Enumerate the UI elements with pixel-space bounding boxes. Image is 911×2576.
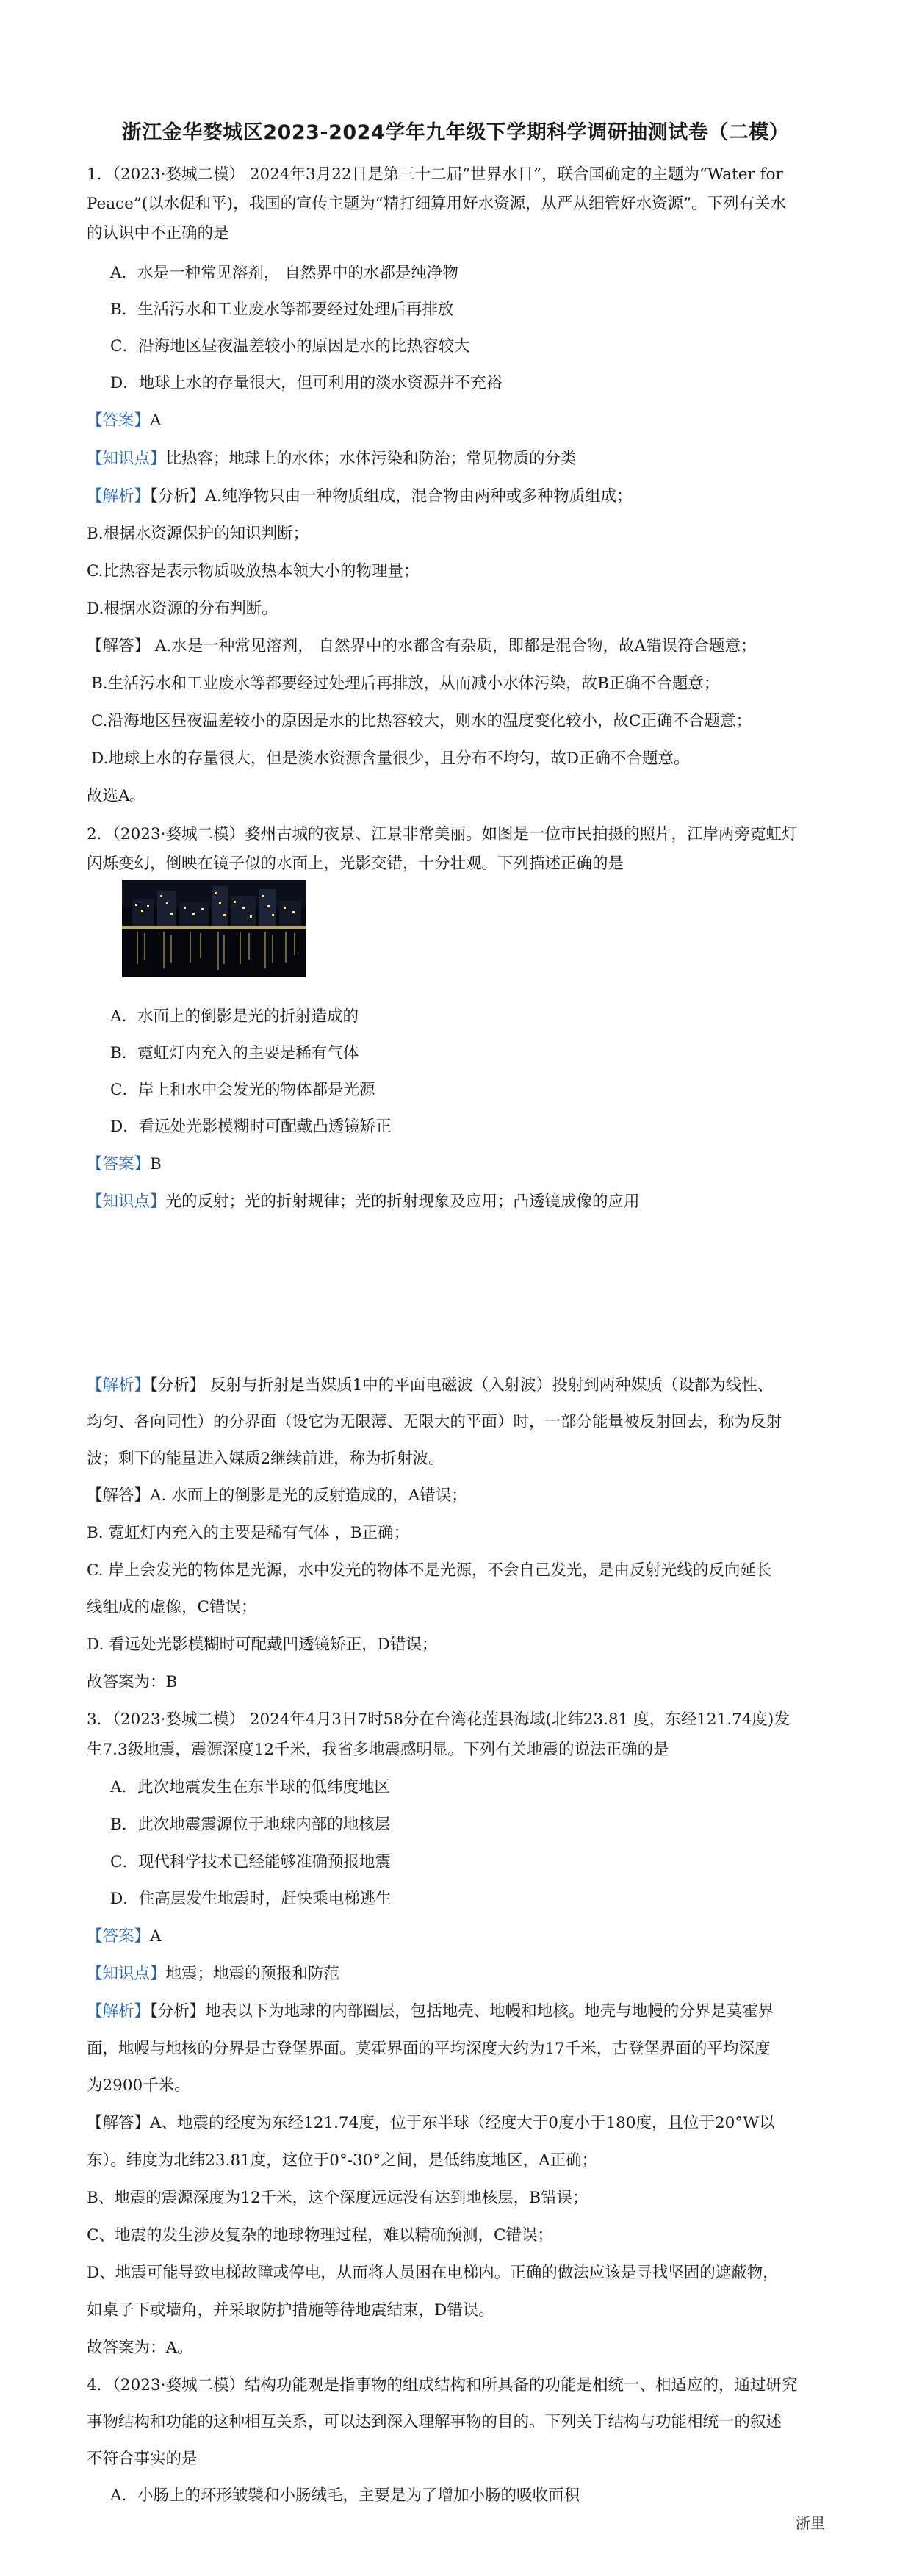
night-river-photo xyxy=(122,880,306,977)
q3-option-b: B．此次地震震源位于地球内部的地核层 xyxy=(110,1816,391,1834)
q3-conclusion: 故答案为：A。 xyxy=(87,2339,193,2357)
q1-answer-value: A xyxy=(150,411,162,430)
q3-knowledge-text: 地震；地震的预报和防范 xyxy=(165,1965,340,1983)
q2-fenxi-line-1: 均匀、各向同性）的分界面（设它为无限薄、无限大的平面）时，一部分能量被反射回去，称为反射 xyxy=(87,1413,782,1431)
q2-answer-value: B xyxy=(150,1155,162,1173)
q2-stem-line-1: 2．（2023·婺城二模）婺州古城的夜景、江景非常美丽。如图是一位市民拍摄的照片，江岸两旁霓虹灯 xyxy=(87,825,798,843)
q3-option-d: D．住高层发生地震时，赶快乘电梯逃生 xyxy=(110,1890,392,1908)
q1-fenxi-line-3: D.根据水资源的分布判断。 xyxy=(87,600,278,618)
q1-jieda-line-2: C.沿海地区昼夜温差较小的原因是水的比热容较大，则水的温度变化较小，故C正确不合题意； xyxy=(91,712,752,730)
q3-jieda xyxy=(87,2112,825,2134)
answer-tag: 【答案】 xyxy=(87,1927,151,1946)
q1-option-b: B．生活污水和工业废水等都要经过处理后再排放 xyxy=(110,301,454,319)
q2-jieda-text: A. 水面上的倒影是光的反射造成的，A错误； xyxy=(150,1486,467,1505)
q3-jieda-text: A、地震的经度为东经121.74度，位于东半球（经度大于0度小于180度，且位于20°W以 xyxy=(150,2114,775,2132)
q3-fenxi-line-1: 面，地幔与地核的分界是古登堡界面。莫霍界面的平均深度大约为17千米，古登堡界面的平均深度 xyxy=(87,2040,771,2058)
q2-jieda-line-3: 线组成的虚像，C错误； xyxy=(87,1598,257,1616)
q3-jieda-line-4: D、地震可能导致电梯故障或停电，从而将人员困在电梯内。正确的做法应该是寻找坚固的遮蔽物， xyxy=(87,2264,779,2282)
q3-jieda-line-5: 如桌子下或墙角，并采取防护措施等待地震结束，D错误。 xyxy=(87,2301,494,2320)
jieda-tag: 【解答】 xyxy=(87,2114,151,2132)
q2-fenxi-text: 反射与折射是当媒质1中的平面电磁波（入射波）投射到两种媒质（设都为线性、 xyxy=(205,1376,774,1395)
q1-knowledge xyxy=(87,447,825,470)
analysis-tag: 【解析】 xyxy=(87,1376,151,1395)
q3-stem-line-1: 3．（2023·婺城二模） 2024年4月3日7时58分在台湾花莲县海域(北纬23.81 度，东经121.74度)发 xyxy=(87,1710,790,1729)
q1-analysis xyxy=(87,485,825,508)
q2-conclusion: 故答案为：B xyxy=(87,1673,178,1691)
q3-fenxi-text: 地表以下为地球的内部圈层，包括地壳、地幔和地核。地壳与地幔的分界是莫霍界 xyxy=(205,2002,774,2021)
q1-stem-line-3: 的认识中不正确的是 xyxy=(87,224,229,242)
page-title: 浙江金华婺城区2023-2024学年九年级下学期科学调研抽测试卷（二模） xyxy=(121,121,790,144)
jieda-tag: 【解答】 xyxy=(87,1486,151,1505)
q3-stem-line-2: 生7.3级地震，震源深度12千米，我省多地震感明显。下列有关地震的说法正确的是 xyxy=(87,1741,669,1759)
q2-option-c: C．岸上和水中会发光的物体都是光源 xyxy=(110,1081,375,1099)
q2-stem-line-2: 闪烁变幻，倒映在镜子似的水面上，光影交错，十分壮观。下列描述正确的是 xyxy=(87,855,624,873)
q1-option-c: C．沿海地区昼夜温差较小的原因是水的比热容较大 xyxy=(110,337,470,356)
q1-fenxi-text: A.纯净物只由一种物质组成，混合物由两种或多种物质组成； xyxy=(205,487,633,506)
jieda-tag: 【解答】 xyxy=(87,637,151,655)
fenxi-tag: 【分析】 xyxy=(150,487,206,506)
q2-option-d: D．看远处光影模糊时可配戴凸透镜矫正 xyxy=(110,1118,392,1136)
q2-analysis xyxy=(87,1374,825,1397)
q4-option-a: A．小肠上的环形皱襞和小肠绒毛，主要是为了增加小肠的吸收面积 xyxy=(110,2486,580,2505)
q3-jieda-line-3: C、地震的发生涉及复杂的地球物理过程，难以精确预测，C错误； xyxy=(87,2226,553,2245)
q1-fenxi-line-1: B.根据水资源保护的知识判断； xyxy=(87,525,309,543)
q2-knowledge xyxy=(87,1190,825,1213)
page-footer: 浙里 xyxy=(796,2514,825,2532)
q1-answer xyxy=(87,409,825,432)
q2-fenxi-line-2: 波；剩下的能量进入媒质2继续前进，称为折射波。 xyxy=(87,1450,444,1468)
answer-tag: 【答案】 xyxy=(87,1155,151,1173)
q2-option-b: B．霓虹灯内充入的主要是稀有气体 xyxy=(110,1044,359,1062)
q2-answer xyxy=(87,1153,825,1176)
q3-jieda-line-1: 东）。纬度为北纬23.81度，这位于0°-30°之间，是低纬度地区，A正确； xyxy=(87,2151,598,2170)
q1-option-d: D．地球上水的存量很大，但可利用的淡水资源并不充裕 xyxy=(110,374,503,392)
fenxi-tag: 【分析】 xyxy=(150,1376,206,1395)
knowledge-tag: 【知识点】 xyxy=(87,1192,166,1211)
q2-option-a: A．水面上的倒影是光的折射造成的 xyxy=(110,1007,359,1026)
knowledge-tag: 【知识点】 xyxy=(87,450,166,468)
q3-knowledge xyxy=(87,1962,825,1985)
q3-option-a: A．此次地震发生在东半球的低纬度地区 xyxy=(110,1778,391,1796)
q1-jieda-line-3: D.地球上水的存量很大，但是淡水资源含量很少，且分布不均匀，故D正确不合题意。 xyxy=(91,749,690,768)
q4-stem-line-3: 不符合事实的是 xyxy=(87,2450,198,2468)
q3-answer xyxy=(87,1925,825,1948)
q1-stem-line-2: Peace”(以水促和平)，我国的宣传主题为“精打细算用好水资源，从严从细管好水资源”。下列有关水 xyxy=(87,195,787,213)
q1-jieda-text: A.水是一种常见溶剂， 自然界中的水都含有杂质，即都是混合物，故A错误符合题意； xyxy=(150,637,757,655)
q1-conclusion: 故选A。 xyxy=(87,787,146,805)
q3-jieda-line-2: B、地震的震源深度为12千米，这个深度远远没有达到地核层，B错误； xyxy=(87,2189,588,2207)
q1-jieda xyxy=(87,635,825,658)
q3-option-c: C．现代科学技术已经能够准确预报地震 xyxy=(110,1853,391,1871)
q1-knowledge-text: 比热容；地球上的水体；水体污染和防治；常见物质的分类 xyxy=(165,450,577,468)
q2-jieda-line-2: C. 岸上会发光的物体是光源，水中发光的物体不是光源，不会自己发光，是由反射光线的反向延长 xyxy=(87,1561,772,1580)
q2-jieda-line-4: D. 看远处光影模糊时可配戴凹透镜矫正，D错误； xyxy=(87,1636,438,1654)
q2-knowledge-text: 光的反射；光的折射规律；光的折射现象及应用；凸透镜成像的应用 xyxy=(165,1192,640,1211)
knowledge-tag: 【知识点】 xyxy=(87,1965,166,1983)
analysis-tag: 【解析】 xyxy=(87,2002,151,2021)
q2-jieda-line-1: B. 霓虹灯内充入的主要是稀有气体 ，B正确； xyxy=(87,1524,410,1542)
q4-stem-line-2: 事物结构和功能的这种相互关系，可以达到深入理解事物的目的。下列关于结构与功能相统一的叙述 xyxy=(87,2413,782,2431)
q3-fenxi-line-2: 为2900千米。 xyxy=(87,2076,190,2095)
q1-fenxi-line-2: C.比热容是表示物质吸放热本领大小的物理量； xyxy=(87,562,420,580)
answer-tag: 【答案】 xyxy=(87,411,151,430)
q1-stem-line-1: 1．（2023·婺城二模） 2024年3月22日是第三十二届“世界水日”，联合国确定的主题为“Water for xyxy=(87,165,783,184)
q3-analysis xyxy=(87,2000,825,2023)
q1-jieda-line-1: B.生活污水和工业废水等都要经过处理后再排放，从而减小水体污染，故B正确不合题意； xyxy=(91,674,720,693)
q1-option-a: A．水是一种常见溶剂， 自然界中的水都是纯净物 xyxy=(110,264,458,282)
q4-stem-line-1: 4．（2023·婺城二模）结构功能观是指事物的组成结构和所具备的功能是相统一、相适应的，通过研究 xyxy=(87,2376,798,2395)
q3-answer-value: A xyxy=(150,1927,162,1946)
fenxi-tag: 【分析】 xyxy=(150,2002,206,2021)
analysis-tag: 【解析】 xyxy=(87,487,151,506)
q2-jieda xyxy=(87,1484,825,1507)
